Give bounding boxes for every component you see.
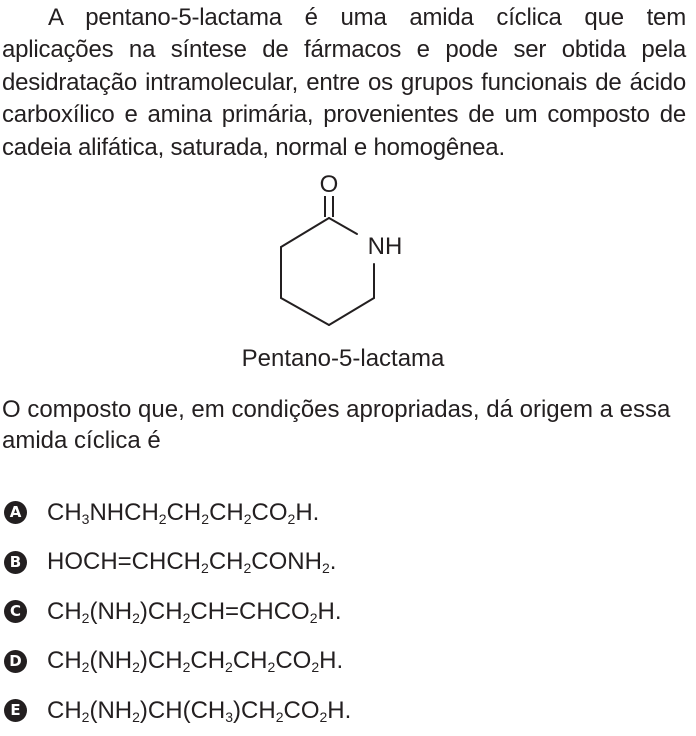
formula-text: CH [47,498,82,526]
answer-options [4,488,690,736]
lactam-structure [250,168,430,338]
formula-subscript: 2 [287,510,296,527]
formula-subscript: 2 [275,708,284,725]
formula-text: CH [209,498,244,526]
formula-text: . [329,548,337,576]
formula-text: CH [47,647,82,675]
formula-text: CH=CHCO [190,597,310,625]
option-formula [47,597,342,627]
formula-text: H. [327,696,352,724]
formula-text: (NH [89,696,133,724]
formula-text: (NH [89,597,133,625]
formula-text: CH [232,647,268,675]
bond-carbonyl-c3 [281,218,329,247]
formula-text: )CH [139,597,183,625]
formula-subscript: 2 [225,659,233,676]
formula-subscript: 2 [267,659,276,676]
option-formula [47,498,319,528]
formula-subscript: 2 [319,708,328,725]
option-b[interactable] [4,538,690,588]
formula-subscript: 2 [243,560,252,577]
bond-c5-c6 [329,298,374,325]
formula-subscript: 2 [182,609,191,626]
formula-subscript: 2 [201,510,210,527]
formula-subscript: 2 [243,510,252,527]
formula-subscript: 2 [311,659,320,676]
formula-text: HOCH=CHCH [47,548,202,576]
formula-subscript: 2 [81,609,90,626]
oxygen-label: O [319,171,339,198]
formula-subscript: 3 [225,708,234,725]
option-letter-badge: D [4,650,27,673]
formula-subscript: 2 [81,708,90,725]
intro-paragraph: A pentano-5-lactama é uma amida cíclica que tem aplicações na síntese de fármacos e pode ser obtida pela desidratação intramolecular, entre os grupos funcionais de ácido carboxílico e amina primária, provenientes de um composto de cadeia alifática, saturada, normal e homogênea. [2,4,686,161]
option-letter-badge: A [4,501,27,524]
option-letter-badge: E [4,699,27,722]
formula-text: H. [319,647,344,675]
option-letter-badge: B [4,551,27,574]
formula-text: CH [208,548,244,576]
formula-text: NHCH [89,498,159,526]
formula-text: CO [251,498,288,526]
formula-subscript: 2 [132,659,140,676]
option-e[interactable] [4,686,690,736]
nh-label: NH [367,233,403,260]
bond-c4-c5 [281,298,329,325]
formula-text: H. [317,597,342,625]
formula-text: )CH [139,647,183,675]
formula-subscript: 2 [182,659,191,676]
formula-subscript: 2 [201,560,209,577]
formula-subscript: 2 [132,708,140,725]
formula-text: CO [275,647,312,675]
formula-text: CO [283,696,320,724]
carbonyl-double-bond [325,196,333,217]
formula-text: CH [47,696,82,724]
option-formula [47,646,343,676]
option-d[interactable] [4,637,690,687]
formula-text: CH [47,597,82,625]
formula-text: (NH [89,647,133,675]
option-a[interactable] [4,488,690,538]
formula-text: CONH [251,548,322,576]
formula-text: CH [166,498,202,526]
bond-n-carbonyl [329,218,357,234]
formula-subscript: 2 [321,560,330,577]
option-formula [47,696,351,726]
option-formula [47,547,336,577]
formula-text: )CH [233,696,276,724]
ring-bonds [281,218,374,325]
formula-subscript: 2 [132,609,140,626]
option-letter-badge: C [4,600,27,623]
formula-subscript: 2 [81,659,90,676]
formula-subscript: 3 [81,510,90,527]
formula-text: )CH(CH [139,696,226,724]
option-c[interactable] [4,587,690,637]
piperidinone-ring-diagram [250,168,430,338]
formula-subscript: 2 [158,510,167,527]
formula-subscript: 2 [309,609,318,626]
question-text: O composto que, em condições apropriadas, dá origem a essa amida cíclica é [2,396,671,454]
formula-text: H. [295,498,320,526]
molecule-caption: Pentano-5-lactama [241,345,445,372]
formula-text: CH [190,647,226,675]
